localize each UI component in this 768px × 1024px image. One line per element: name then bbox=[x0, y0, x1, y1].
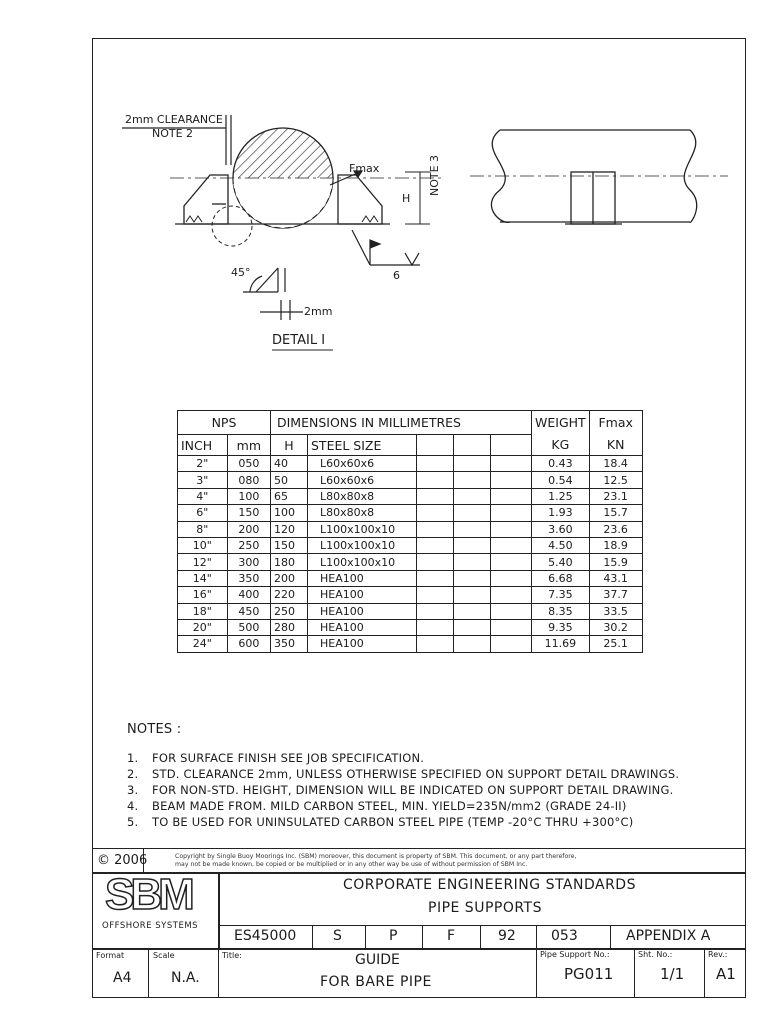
copyright-notice-2: may not be made known, be copied or be multiplied or in any other way be use of without permission of SBM Inc. bbox=[175, 861, 528, 868]
detail-drawing bbox=[0, 0, 768, 360]
standards-heading: CORPORATE ENGINEERING STANDARDS bbox=[343, 877, 636, 893]
cell-kg: 1.93 bbox=[532, 505, 590, 521]
cell-inch: 8" bbox=[178, 521, 228, 537]
col-h: H bbox=[271, 435, 308, 456]
cell-mm: 250 bbox=[227, 537, 270, 553]
blank-cell bbox=[454, 521, 491, 537]
header-nps: NPS bbox=[178, 411, 271, 435]
table-row bbox=[178, 537, 643, 553]
cell-steel: L100x100x10 bbox=[308, 554, 417, 570]
cell-steel: L80x80x8 bbox=[308, 488, 417, 504]
cell-kg: 6.68 bbox=[532, 570, 590, 586]
note-item bbox=[127, 782, 679, 798]
cell-kn: 15.9 bbox=[589, 554, 642, 570]
blank-cell bbox=[491, 456, 532, 472]
clearance-label: 2mm CLEARANCE bbox=[125, 113, 223, 126]
cell-h: 280 bbox=[271, 619, 308, 635]
support-no-value: PG011 bbox=[564, 965, 614, 983]
blank-col-2 bbox=[454, 435, 491, 456]
note-number: 3. bbox=[127, 783, 139, 797]
cell-inch: 24" bbox=[178, 636, 228, 652]
format-label: Format bbox=[96, 951, 125, 960]
table-row bbox=[178, 472, 643, 488]
blank-cell bbox=[417, 587, 454, 603]
blank-cell bbox=[417, 537, 454, 553]
rev-value: A1 bbox=[716, 965, 736, 983]
note-number: 5. bbox=[127, 815, 139, 829]
table-row bbox=[178, 505, 643, 521]
right-support bbox=[338, 175, 382, 224]
code-cell-1: S bbox=[333, 928, 342, 944]
h-label: H bbox=[402, 192, 411, 205]
cell-inch: 6" bbox=[178, 505, 228, 521]
cell-mm: 300 bbox=[227, 554, 270, 570]
support-no-label: Pipe Support No.: bbox=[540, 950, 610, 959]
cell-kg: 1.25 bbox=[532, 488, 590, 504]
cell-kn: 30.2 bbox=[589, 619, 642, 635]
cell-kn: 33.5 bbox=[589, 603, 642, 619]
cell-kn: 43.1 bbox=[589, 570, 642, 586]
cell-steel: HEA100 bbox=[308, 636, 417, 652]
cell-kn: 37.7 bbox=[589, 587, 642, 603]
cell-inch: 3" bbox=[178, 472, 228, 488]
blank-cell bbox=[491, 472, 532, 488]
note3-label: NOTE 3 bbox=[428, 154, 441, 196]
note-text: STD. CLEARANCE 2mm, UNLESS OTHERWISE SPECIFIED ON SUPPORT DETAIL DRAWINGS. bbox=[152, 767, 680, 781]
cell-h: 65 bbox=[271, 488, 308, 504]
sheet-no-label: Sht. No.: bbox=[638, 950, 673, 959]
blank-cell bbox=[417, 603, 454, 619]
blank-cell bbox=[417, 488, 454, 504]
cell-inch: 18" bbox=[178, 603, 228, 619]
blank-cell bbox=[491, 521, 532, 537]
blank-cell bbox=[454, 488, 491, 504]
pipe-elevation bbox=[470, 130, 728, 224]
blank-cell bbox=[417, 619, 454, 635]
notes-heading: NOTES : bbox=[127, 722, 182, 737]
header-weight: WEIGHT bbox=[532, 411, 590, 435]
blank-cell bbox=[454, 587, 491, 603]
col-steel: STEEL SIZE bbox=[308, 435, 417, 456]
rev-label: Rev.: bbox=[708, 950, 728, 959]
cell-mm: 050 bbox=[227, 456, 270, 472]
cell-h: 150 bbox=[271, 537, 308, 553]
cell-kg: 0.54 bbox=[532, 472, 590, 488]
cell-kg: 8.35 bbox=[532, 603, 590, 619]
cell-kn: 23.1 bbox=[589, 488, 642, 504]
note-text: TO BE USED FOR UNINSULATED CARBON STEEL PIPE (TEMP -20°C THRU +300°C) bbox=[152, 815, 634, 829]
cell-kn: 18.9 bbox=[589, 537, 642, 553]
cell-kn: 18.4 bbox=[589, 456, 642, 472]
blank-cell bbox=[417, 505, 454, 521]
blank-cell bbox=[417, 636, 454, 652]
blank-cell bbox=[454, 570, 491, 586]
note-text: BEAM MADE FROM. MILD CARBON STEEL, MIN. YIELD=235N/mm2 (GRADE 24-II) bbox=[152, 799, 627, 813]
code-cell-0: ES45000 bbox=[234, 928, 297, 944]
title-line-2: FOR BARE PIPE bbox=[320, 974, 432, 990]
blank-cell bbox=[417, 521, 454, 537]
title-line-1: GUIDE bbox=[355, 952, 400, 968]
blank-cell bbox=[417, 472, 454, 488]
blank-cell bbox=[417, 554, 454, 570]
scale-value: N.A. bbox=[171, 970, 200, 986]
appendix-label: APPENDIX A bbox=[626, 928, 711, 944]
note-text: FOR NON-STD. HEIGHT, DIMENSION WILL BE INDICATED ON SUPPORT DETAIL DRAWING. bbox=[152, 783, 674, 797]
blank-cell bbox=[454, 619, 491, 635]
cell-kg: 9.35 bbox=[532, 619, 590, 635]
cell-h: 180 bbox=[271, 554, 308, 570]
cell-kn: 15.7 bbox=[589, 505, 642, 521]
note-item bbox=[127, 750, 679, 766]
cell-kg: 11.69 bbox=[532, 636, 590, 652]
blank-cell bbox=[454, 554, 491, 570]
blank-cell bbox=[454, 537, 491, 553]
header-dims: DIMENSIONS IN MILLIMETRES bbox=[271, 411, 532, 435]
cell-mm: 200 bbox=[227, 521, 270, 537]
cell-steel: HEA100 bbox=[308, 587, 417, 603]
blank-cell bbox=[491, 603, 532, 619]
cell-mm: 450 bbox=[227, 603, 270, 619]
cell-steel: L80x80x8 bbox=[308, 505, 417, 521]
cell-inch: 16" bbox=[178, 587, 228, 603]
cell-kg: 5.40 bbox=[532, 554, 590, 570]
cell-kg: 4.50 bbox=[532, 537, 590, 553]
cell-kn: 12.5 bbox=[589, 472, 642, 488]
col-mm: mm bbox=[227, 435, 270, 456]
pipe-supports-heading: PIPE SUPPORTS bbox=[428, 900, 542, 916]
note-item bbox=[127, 814, 679, 830]
col-kn: KN bbox=[589, 435, 642, 456]
cell-mm: 080 bbox=[227, 472, 270, 488]
cell-steel: L100x100x10 bbox=[308, 521, 417, 537]
cell-inch: 20" bbox=[178, 619, 228, 635]
cell-h: 40 bbox=[271, 456, 308, 472]
code-cell-5: 053 bbox=[551, 928, 578, 944]
cell-h: 100 bbox=[271, 505, 308, 521]
table-row bbox=[178, 603, 643, 619]
cell-kg: 0.43 bbox=[532, 456, 590, 472]
note-ref-label: NOTE 2 bbox=[152, 127, 194, 140]
sheet-no-value: 1/1 bbox=[660, 965, 685, 983]
blank-cell bbox=[454, 505, 491, 521]
cell-mm: 400 bbox=[227, 587, 270, 603]
col-inch: INCH bbox=[178, 435, 228, 456]
cell-steel: L60x60x6 bbox=[308, 456, 417, 472]
cell-steel: HEA100 bbox=[308, 570, 417, 586]
table-row bbox=[178, 488, 643, 504]
note-text: FOR SURFACE FINISH SEE JOB SPECIFICATION. bbox=[152, 751, 425, 765]
blank-cell bbox=[491, 554, 532, 570]
blank-cell bbox=[491, 587, 532, 603]
blank-cell bbox=[417, 456, 454, 472]
cell-h: 50 bbox=[271, 472, 308, 488]
col-kg: KG bbox=[532, 435, 590, 456]
cell-h: 120 bbox=[271, 521, 308, 537]
gap-label: 2mm bbox=[304, 305, 333, 318]
blank-cell bbox=[491, 488, 532, 504]
cell-mm: 600 bbox=[227, 636, 270, 652]
scale-label: Scale bbox=[153, 951, 175, 960]
cell-mm: 350 bbox=[227, 570, 270, 586]
cell-mm: 500 bbox=[227, 619, 270, 635]
code-cell-4: 92 bbox=[498, 928, 516, 944]
cell-kg: 7.35 bbox=[532, 587, 590, 603]
blank-col-3 bbox=[491, 435, 532, 456]
cell-h: 220 bbox=[271, 587, 308, 603]
cell-kn: 23.6 bbox=[589, 521, 642, 537]
cell-steel: L100x100x10 bbox=[308, 537, 417, 553]
cell-inch: 10" bbox=[178, 537, 228, 553]
blank-cell bbox=[491, 537, 532, 553]
blank-cell bbox=[491, 636, 532, 652]
cell-inch: 2" bbox=[178, 456, 228, 472]
note-item bbox=[127, 798, 679, 814]
table-row bbox=[178, 636, 643, 652]
note-number: 1. bbox=[127, 751, 139, 765]
pipe-section bbox=[170, 128, 445, 228]
note-item bbox=[127, 766, 679, 782]
table-row bbox=[178, 570, 643, 586]
blank-cell bbox=[454, 456, 491, 472]
fmax-label: Fmax bbox=[349, 162, 380, 175]
table-row bbox=[178, 554, 643, 570]
table-row bbox=[178, 619, 643, 635]
blank-cell bbox=[491, 505, 532, 521]
blank-cell bbox=[454, 472, 491, 488]
blank-cell bbox=[491, 619, 532, 635]
cell-h: 250 bbox=[271, 603, 308, 619]
table-row bbox=[178, 521, 643, 537]
cell-steel: HEA100 bbox=[308, 603, 417, 619]
cell-kn: 25.1 bbox=[589, 636, 642, 652]
copyright-year: © 2006 bbox=[97, 853, 148, 868]
cell-kg: 3.60 bbox=[532, 521, 590, 537]
format-value: A4 bbox=[113, 970, 132, 986]
code-cell-2: P bbox=[389, 928, 398, 944]
cell-h: 350 bbox=[271, 636, 308, 652]
cell-h: 200 bbox=[271, 570, 308, 586]
table-row bbox=[178, 587, 643, 603]
cell-steel: L60x60x6 bbox=[308, 472, 417, 488]
weld-size-label: 6 bbox=[393, 269, 400, 282]
copyright-notice-1: Copyright by Single Buoy Moorings Inc. (SBM) moreover, this document is property of SBM. This document, or any part therefore, bbox=[175, 853, 577, 860]
blank-col-1 bbox=[417, 435, 454, 456]
table-row bbox=[178, 456, 643, 472]
blank-cell bbox=[491, 570, 532, 586]
blank-cell bbox=[454, 636, 491, 652]
sbm-logo: SBM bbox=[105, 870, 191, 919]
angle-label: 45° bbox=[231, 266, 251, 279]
cell-inch: 4" bbox=[178, 488, 228, 504]
note-number: 4. bbox=[127, 799, 139, 813]
blank-cell bbox=[454, 603, 491, 619]
title-label: Title: bbox=[222, 951, 242, 960]
blank-cell bbox=[417, 570, 454, 586]
notes-section bbox=[127, 722, 679, 830]
cell-mm: 150 bbox=[227, 505, 270, 521]
cell-mm: 100 bbox=[227, 488, 270, 504]
code-cell-3: F bbox=[447, 928, 456, 944]
note-number: 2. bbox=[127, 767, 139, 781]
cell-inch: 14" bbox=[178, 570, 228, 586]
cell-steel: HEA100 bbox=[308, 619, 417, 635]
cell-inch: 12" bbox=[178, 554, 228, 570]
detail-title: DETAIL I bbox=[272, 333, 326, 348]
sbm-logo-subtitle: OFFSHORE SYSTEMS bbox=[102, 921, 199, 931]
dimension-table bbox=[177, 410, 643, 653]
header-fmax: Fmax bbox=[589, 411, 642, 435]
